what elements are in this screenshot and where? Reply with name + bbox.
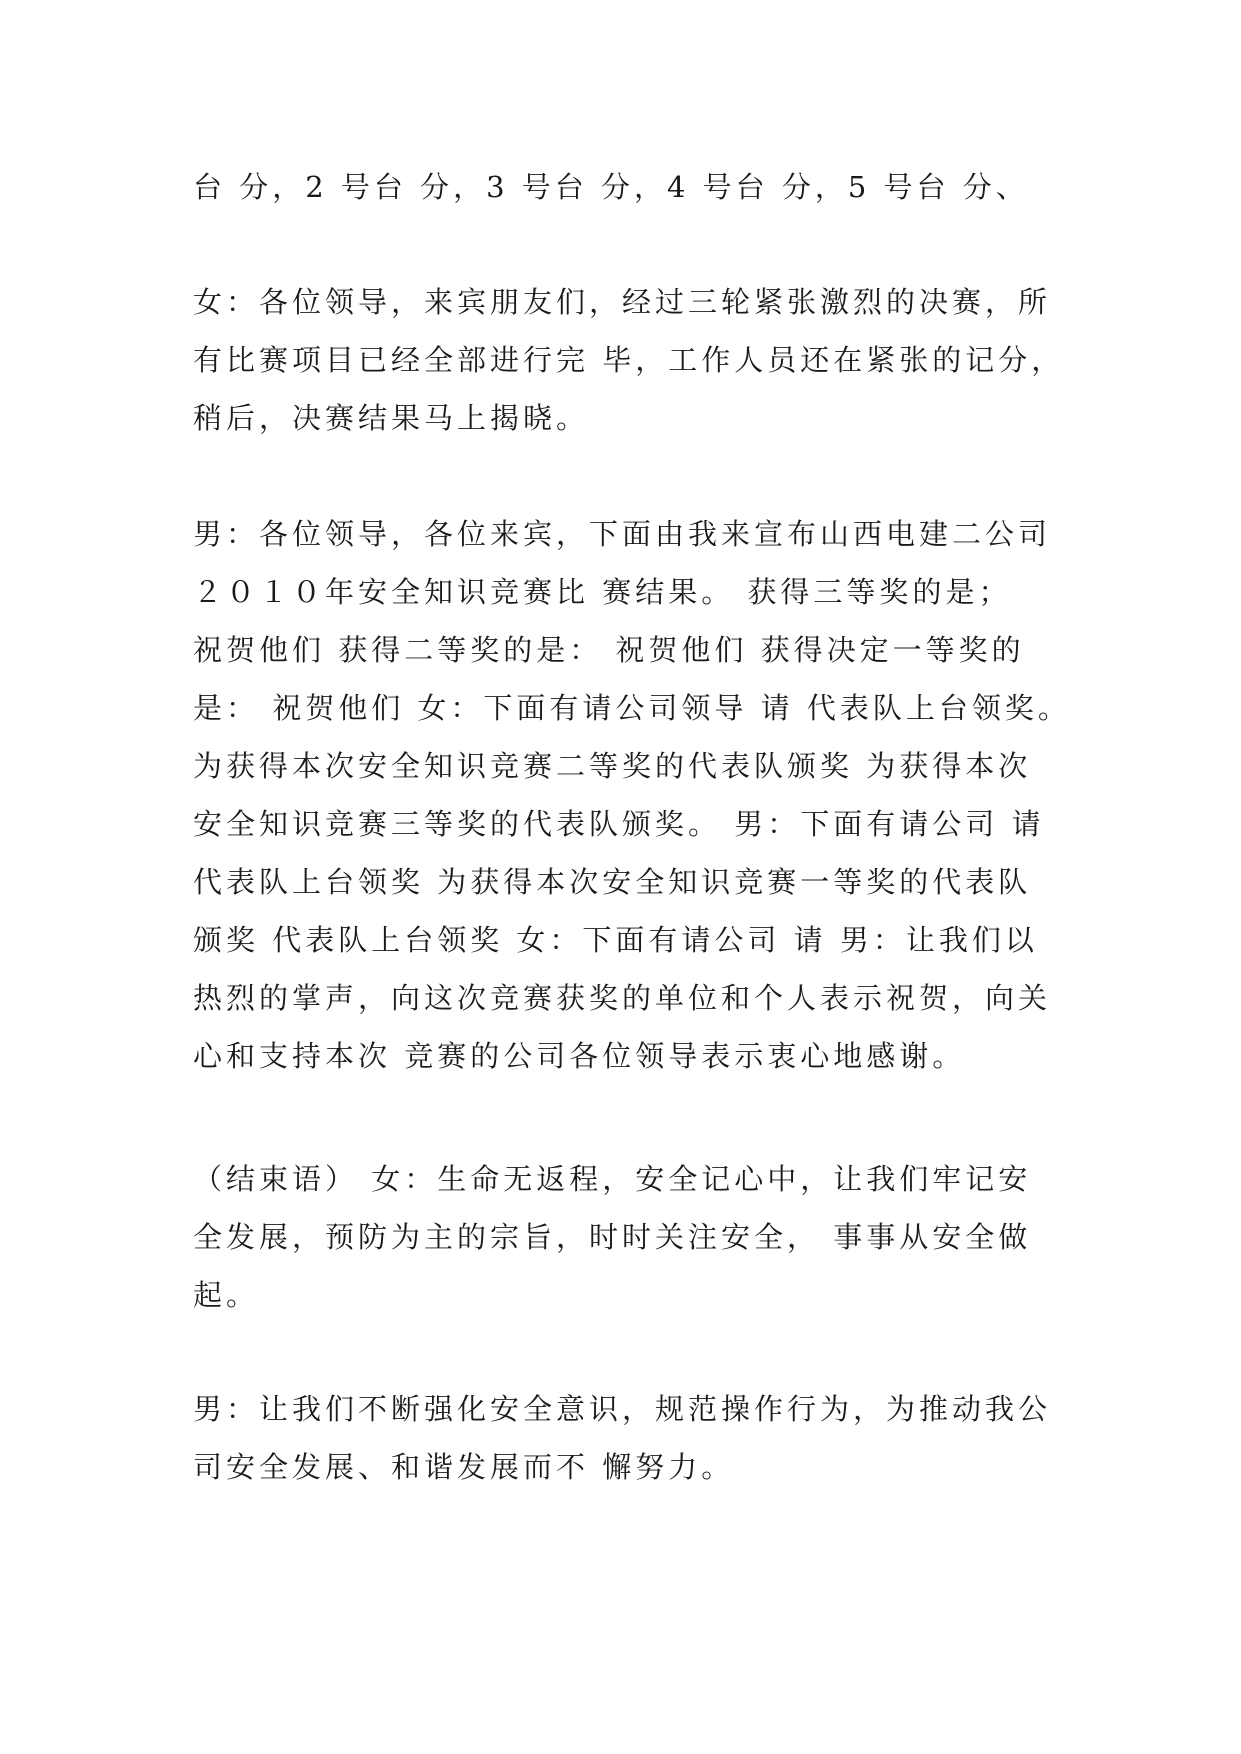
text-line: ２０１０年安全知识竞赛比 赛结果。 获得三等奖的是； xyxy=(193,575,1012,609)
paragraph-closing-female xyxy=(193,1150,1073,1324)
text-line: 祝贺他们 获得二等奖的是： 祝贺他们 获得决定一等奖的 xyxy=(193,633,1025,667)
paragraph-closing-male xyxy=(193,1380,1073,1496)
text-line: 心和支持本次 竞赛的公司各位领导表示衷心地感谢。 xyxy=(193,1039,966,1073)
text-line: 代表队上台领奖 为获得本次安全知识竞赛一等奖的代表队 xyxy=(193,865,1032,899)
paragraph-results-awards xyxy=(193,505,1073,1085)
text-line: 起。 xyxy=(193,1278,260,1312)
text-line: 全发展，预防为主的宗旨，时时关注安全， 事事从安全做 xyxy=(193,1220,1032,1254)
text-line: 女：各位领导，来宾朋友们，经过三轮紧张激烈的决赛，所 xyxy=(193,285,1052,319)
paragraph-final-intro xyxy=(193,273,1073,447)
text-line: 热烈的掌声，向这次竞赛获奖的单位和个人表示祝贺，向关 xyxy=(193,981,1052,1015)
text-line: 为获得本次安全知识竞赛二等奖的代表队颁奖 为获得本次 xyxy=(193,749,1032,783)
text-line: 男：让我们不断强化安全意识，规范操作行为，为推动我公 xyxy=(193,1392,1052,1426)
text-line: 颁奖 代表队上台领奖 女：下面有请公司 请 男：让我们以 xyxy=(193,923,1038,957)
text-line: 稍后，决赛结果马上揭晓。 xyxy=(193,401,590,435)
paragraph-scores xyxy=(193,158,1073,216)
text-line: 司安全发展、和谐发展而不 懈努力。 xyxy=(193,1450,735,1484)
text-line: 安全知识竞赛三等奖的代表队颁奖。 男：下面有请公司 请 xyxy=(193,807,1045,841)
text-line: 有比赛项目已经全部进行完 毕，工作人员还在紧张的记分， xyxy=(193,343,1065,377)
text-line: 男：各位领导，各位来宾，下面由我来宣布山西电建二公司 xyxy=(193,517,1052,551)
text-line: 是： 祝贺他们 女：下面有请公司领导 请 代表队上台领奖。 xyxy=(193,691,1071,725)
text-line: （结束语） 女：生命无返程，安全记心中，让我们牢记安 xyxy=(193,1162,1032,1196)
text-line: 台 分，2 号台 分，3 号台 分，4 号台 分，5 号台 分、 xyxy=(193,170,1029,204)
